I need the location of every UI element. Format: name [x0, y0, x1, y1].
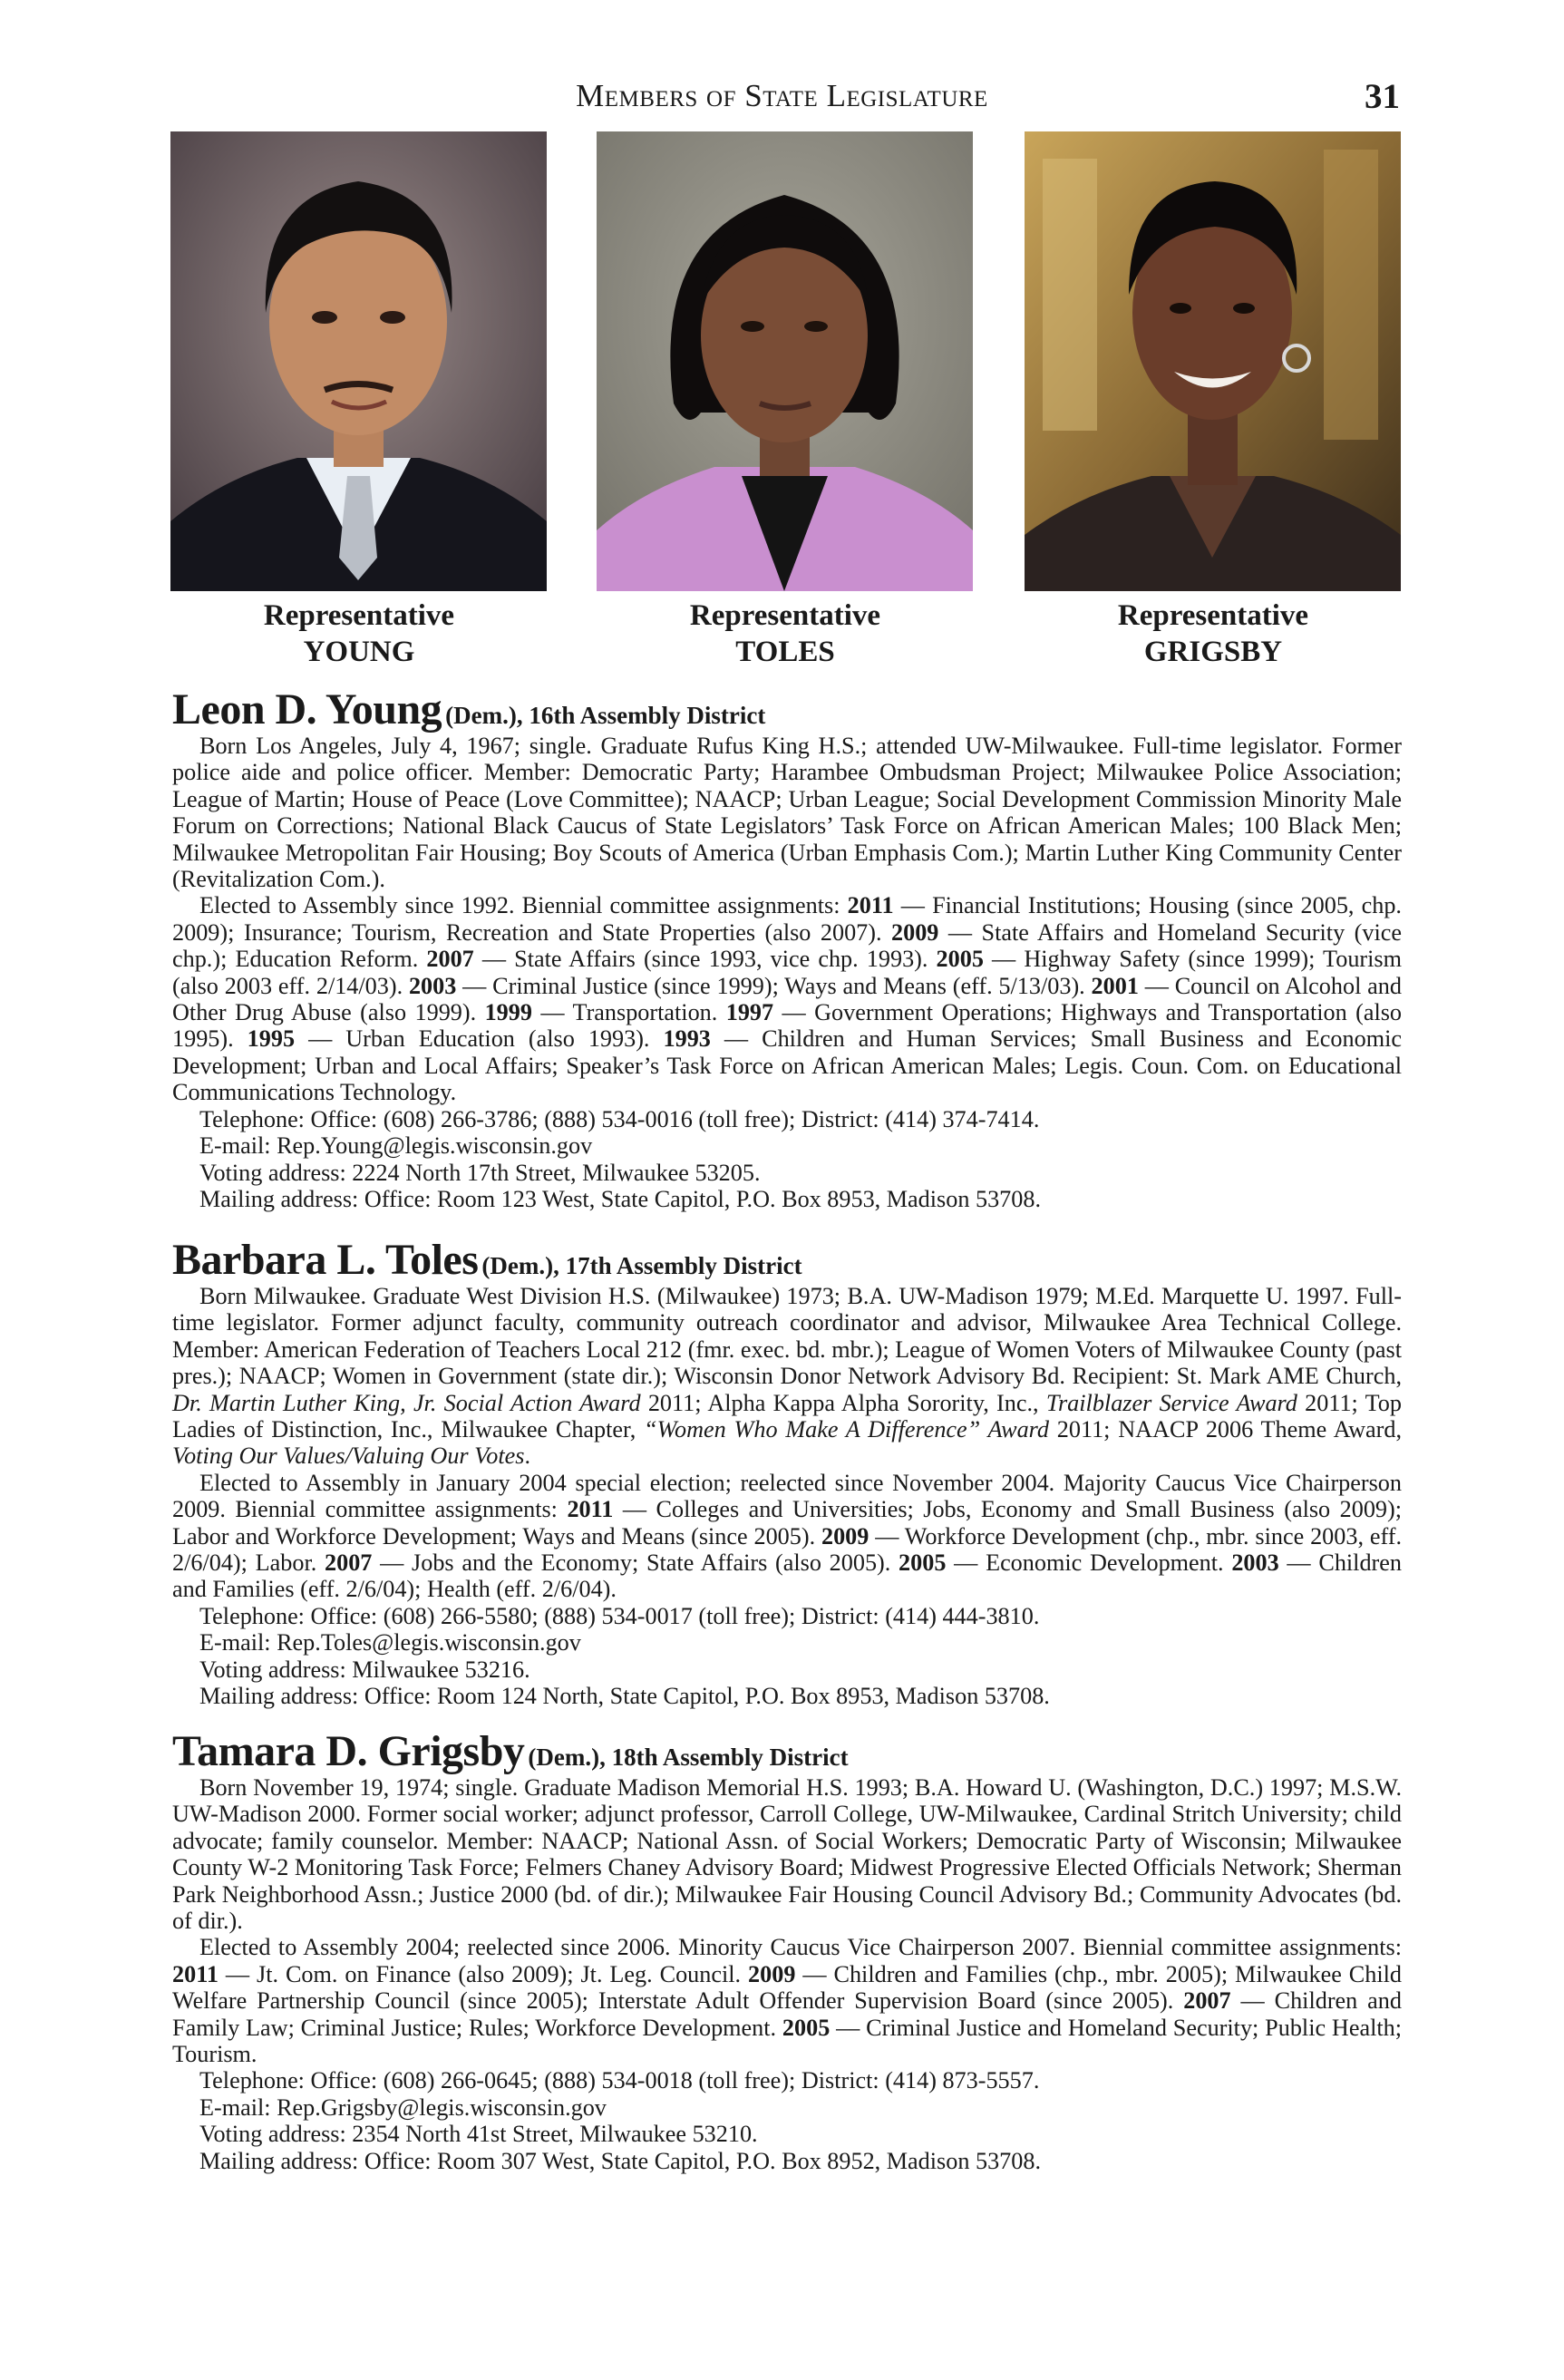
- email-line: E-mail: Rep.Young@legis.wisconsin.gov: [199, 1132, 593, 1160]
- caption-name: GRIGSBY: [1143, 636, 1283, 668]
- bio-paragraph: Elected to Assembly 2004; reelected since 2006. Minority Caucus Vice Chairperson 2007. Biennial committee assignments: 2011 — Jt. Com. on Finance (also 2009); Jt. Leg. Council. 2009 — Children and Families (chp., mbr. 2005); Milwaukee Child Welfare Partnership Council (since 2005); Interstate Adult Offender Supervision Board (since 2005). 2007 — Children and Family Law; Criminal Justice; Rules; Workforce Development. 2005 — Criminal Justice and Homeland Security; Public Health; Tourism.: [172, 1934, 1403, 2068]
- mailing-address-line: Mailing address: Office: Room 124 North, State Capitol, P.O. Box 8953, Madison 53708.: [199, 1683, 1050, 1710]
- member-name: Barbara L. Toles: [172, 1236, 479, 1284]
- caption-title: Representative: [263, 599, 455, 632]
- party-district: (Dem.), 16th Assembly District: [445, 702, 766, 729]
- member-name: Tamara D. Grigsby: [172, 1727, 525, 1775]
- portrait-young-image: [170, 131, 547, 591]
- mailing-address-line: Mailing address: Office: Room 123 West, State Capitol, P.O. Box 8953, Madison 53708.: [199, 1185, 1041, 1212]
- portrait-photo-toles: [597, 131, 973, 591]
- caption-grigsby: [977, 597, 1449, 670]
- bio-grigsby: [172, 1729, 1402, 2174]
- caption-young: [123, 597, 595, 670]
- page-number: 31: [1365, 77, 1400, 116]
- caption-title: Representative: [1117, 599, 1309, 632]
- portrait-photo-grigsby: [1025, 131, 1401, 591]
- running-head: Members of State Legislature: [576, 78, 988, 113]
- caption-name: YOUNG: [303, 636, 415, 668]
- bio-paragraph: Elected to Assembly in January 2004 special election; reelected since November 2004. Majority Caucus Vice Chairperson 2009. Biennial committee assignments: 2011 — Colleges and Universities; Jobs, Economy and Small Business (also 2009); Labor and Workforce Development; Ways and Means (since 2005). 2009 — Workforce Development (chp., mbr. since 2003, eff. 2/6/04); Labor. 2007 — Jobs and the Economy; State Affairs (also 2005). 2005 — Economic Development. 2003 — Children and Families (eff. 2/6/04); Health (eff. 2/6/04).: [172, 1469, 1402, 1603]
- bio-paragraph: Born Milwaukee. Graduate West Division H.S. (Milwaukee) 1973; B.A. UW-Madison 1979; M.Ed. Marquette U. 1997. Full-time legislator. Former adjunct faculty, community outreach coordinator and advisor, Milwaukee Area Technical College. Member: American Federation of Teachers Local 212 (fmr. exec. bd. mbr.); League of Women Voters of Milwaukee County (past pres.); NAACP; Women in Government (state dir.); Wisconsin Donor Network Advisory Bd. Recipient: St. Mark AME Church, Dr. Martin Luther King, Jr. Social Action Award 2011; Alpha Kappa Alpha Sorority, Inc., Trailblazer Service Award 2011; Top Ladies of Distinction, Inc., Milwaukee Chapter, “Women Who Make A Difference” Award 2011; NAACP 2006 Theme Award, Voting Our Values/Valuing Our Votes.: [172, 1283, 1402, 1470]
- mailing-address-line: Mailing address: Office: Room 307 West, State Capitol, P.O. Box 8952, Madison 53708.: [199, 2147, 1041, 2174]
- portrait-toles-image: [597, 131, 973, 591]
- bio-paragraph: Elected to Assembly since 1992. Biennial committee assignments: 2011 — Financial Institutions; Housing (since 2005, chp. 2009); Insurance; Tourism, Recreation and State Properties (also 2007). 2009 — State Affairs and Homeland Security (vice chp.); Education Reform. 2007 — State Affairs (since 1993, vice chp. 1993). 2005 — Highway Safety (since 1999); Tourism (also 2003 eff. 2/14/03). 2003 — Criminal Justice (since 1999); Ways and Means (eff. 5/13/03). 2001 — Council on Alcohol and Other Drug Abuse (also 1999). 1999 — Transportation. 1997 — Government Operations; Highways and Transportation (also 1995). 1995 — Urban Education (also 1993). 1993 — Children and Human Services; Small Business and Economic Development; Urban and Local Affairs; Speaker’s Task Force on African American Males; Legis. Coun. Com. on Educational Communications Technology.: [172, 892, 1403, 1106]
- telephone-line: Telephone: Office: (608) 266-5580; (888) 534-0017 (toll free); District: (414) 444-3810.: [199, 1602, 1040, 1629]
- email-line: E-mail: Rep.Grigsby@legis.wisconsin.gov: [199, 2093, 607, 2121]
- voting-address-line: Voting address: Milwaukee 53216.: [199, 1656, 530, 1683]
- party-district: (Dem.), 17th Assembly District: [481, 1252, 802, 1279]
- caption-title: Representative: [689, 599, 881, 632]
- bio-heading: [172, 1729, 1402, 1774]
- telephone-line: Telephone: Office: (608) 266-3786; (888) 534-0016 (toll free); District: (414) 374-7414.: [199, 1105, 1040, 1132]
- member-name: Leon D. Young: [172, 685, 442, 733]
- portrait-photo-young: [170, 131, 547, 591]
- telephone-line: Telephone: Office: (608) 266-0645; (888) 534-0018 (toll free); District: (414) 873-5557.: [199, 2067, 1040, 2094]
- bio-paragraph: Born November 19, 1974; single. Graduate Madison Memorial H.S. 1993; B.A. Howard U. (Washington, D.C.) 1997; M.S.W. UW-Madison 2000. Former social worker; adjunct professor, Carroll College, UW-Milwaukee, Cardinal Stritch University; child advocate; family counselor. Member: NAACP; National Assn. of Social Workers; Democratic Party of Wisconsin; Milwaukee County W-2 Monitoring Task Force; Felmers Chaney Advisory Board; Midwest Progressive Elected Officials Network; Sherman Park Neighborhood Assn.; Justice 2000 (bd. of dir.); Milwaukee Fair Housing Council Advisory Bd.; Community Advocates (bd. of dir.).: [172, 1774, 1402, 1935]
- bio-heading: [172, 687, 1402, 733]
- bio-young: [172, 687, 1402, 1212]
- caption-name: TOLES: [735, 636, 835, 668]
- bio-heading: [172, 1238, 1402, 1283]
- voting-address-line: Voting address: 2224 North 17th Street, Milwaukee 53205.: [199, 1159, 761, 1186]
- bio-paragraph: Born Los Angeles, July 4, 1967; single. Graduate Rufus King H.S.; attended UW-Milwaukee. Full-time legislator. Former police aide and police officer. Member: Democratic Party; Harambee Ombudsman Project; Milwaukee Police Association; League of Martin; House of Peace (Love Committee); NAACP; Urban League; Social Development Commission Minority Male Forum on Corrections; National Black Caucus of State Legislators’ Task Force on African American Males; 100 Black Men; Milwaukee Metropolitan Fair Housing; Boy Scouts of America (Urban Emphasis Com.); Martin Luther King Community Center (Revitalization Com.).: [172, 733, 1402, 893]
- email-line: E-mail: Rep.Toles@legis.wisconsin.gov: [199, 1629, 581, 1656]
- party-district: (Dem.), 18th Assembly District: [528, 1744, 849, 1771]
- caption-toles: [549, 597, 1021, 670]
- voting-address-line: Voting address: 2354 North 41st Street, Milwaukee 53210.: [199, 2121, 758, 2148]
- bio-toles: [172, 1238, 1402, 1710]
- portrait-grigsby-image: [1025, 131, 1401, 591]
